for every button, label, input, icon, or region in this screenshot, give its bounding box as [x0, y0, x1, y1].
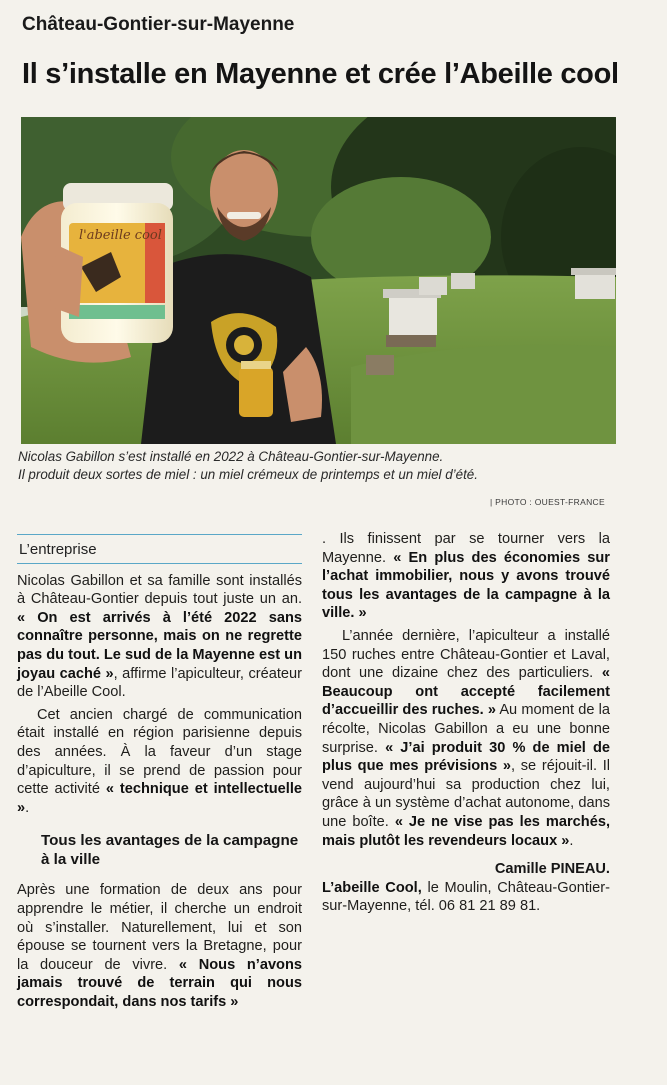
text-run: Nicolas Gabillon et sa famille sont installés à Château-Gontier depuis tout juste un an. [17, 572, 302, 608]
article-paragraph [17, 881, 302, 1011]
quote-run: « Beaucoup ont accepté facilement d’accueillir des ruches. » [322, 665, 610, 719]
quote-run: « J’ai produit 30 % de miel de plus que mes prévisions » [322, 739, 610, 775]
text-run: . [25, 799, 30, 816]
text-run: , se réjouit-il. Il vend aujourd’hui sa production chez lui, grâce à un système d’achat autonome, dans une boîte. [322, 758, 610, 830]
photo-caption-line: Nicolas Gabillon s’est installé en 2022 à Château-Gontier-sur-Mayenne. [18, 449, 444, 464]
text-run: Cet ancien chargé de communication était installé en région parisienne depuis des années. À la faveur d’un stage d’apiculture, il se prend de passion pour cette activité [17, 706, 302, 798]
honey-jar [21, 183, 173, 363]
beehive [383, 289, 441, 347]
photo-credit: | PHOTO : OUEST-FRANCE [490, 497, 605, 507]
quote-run: « En plus des économies sur l’achat immobilier, nous y avons trouvé tous les avantages de la campagne à la ville. » [322, 549, 610, 622]
article-subheading: Tous les avantages de la campagne à la ville [41, 832, 299, 869]
article-paragraph [322, 627, 610, 850]
text-run: . [569, 832, 574, 849]
article-column-right [322, 530, 610, 916]
address-text: le Moulin, Château-Gontier-sur-Mayenne, tél. 06 81 21 89 81. [322, 879, 610, 915]
section-label: L’entreprise [17, 534, 302, 564]
article-column-left [17, 530, 302, 1011]
text-run: Au moment de la récolte, Nicolas Gabillon a eu une bonne surprise. [322, 702, 610, 756]
business-name: L’abeille Cool, [322, 879, 422, 896]
quote-run: « technique et intellectuelle » [17, 781, 302, 816]
photo-caption-line: Il produit deux sortes de miel : un miel crémeux de printemps et un miel d’été. [18, 467, 478, 482]
quote-run: « Je ne vise pas les marchés, mais plutôt les revendeurs locaux » [322, 813, 610, 849]
photo-caption [18, 448, 618, 484]
business-address [322, 879, 610, 916]
text-run: Après une formation de deux ans pour apprendre le métier, il cherche un endroit où s’installer. Naturellement, lui et son épouse se tournent vers la Bretagne, pour la douceur de vivre. [17, 882, 302, 973]
text-run: L’année dernière, l’apiculteur a installé 150 ruches entre Château-Gontier et Laval, dont une dizaine chez des particuliers. [322, 627, 610, 682]
article-headline: Il s’installe en Mayenne et crée l’Abeille cool [22, 58, 619, 90]
author-signature: Camille PINEAU. [494, 861, 610, 878]
beehive [571, 268, 616, 299]
article-paragraph [322, 530, 610, 623]
quote-run: « On est arrivés à l’été 2022 sans connaître personne, mais on ne regrette pas du tout. Le sud de la Mayenne est un joyau caché » [17, 609, 302, 682]
location-kicker: Château-Gontier-sur-Mayenne [22, 14, 295, 35]
article-paragraph [17, 572, 302, 702]
text-run: . Ils finissent par se tourner vers la Mayenne. [322, 531, 610, 566]
quote-run: « Nous n’avons jamais trouvé de terrain qui nous correspondait, dans nos tarifs » [17, 956, 303, 1010]
article-photo [21, 117, 616, 444]
text-run: , affirme l’apiculteur, créateur de l’Abeille Cool. [17, 665, 302, 701]
svg-text:l'abeille cool: l'abeille cool [79, 228, 162, 243]
article-paragraph [17, 706, 302, 818]
